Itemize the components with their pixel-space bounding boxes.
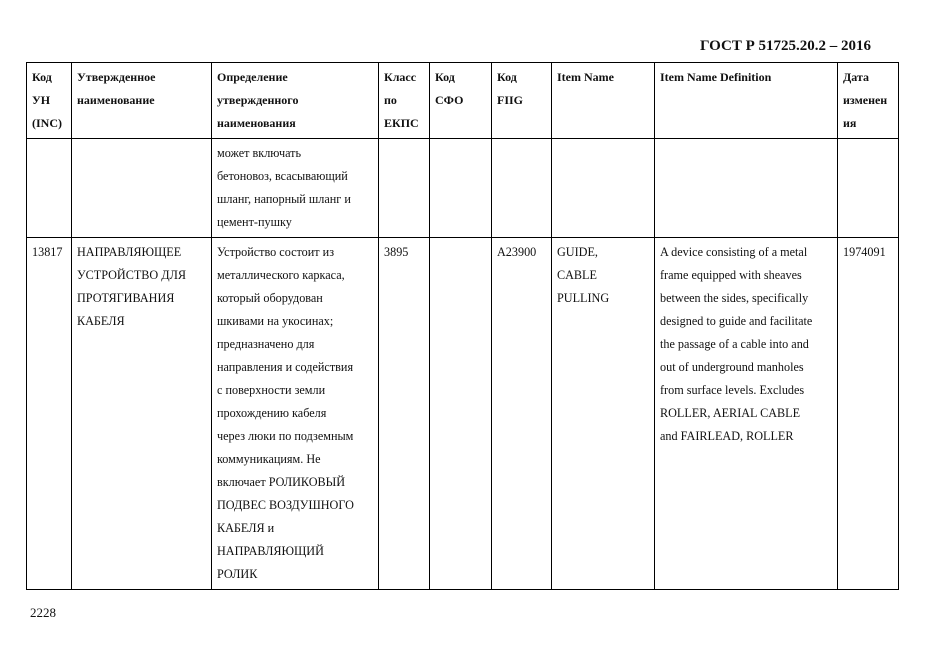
cell-empty xyxy=(552,139,655,238)
header-class-ekps: Класс по ЕКПС xyxy=(379,63,430,139)
header-approved-name: Утвержденное наименование xyxy=(72,63,212,139)
page-number: 2228 xyxy=(30,605,56,620)
cell-empty xyxy=(72,139,212,238)
header-item-name-definition: Item Name Definition xyxy=(655,63,838,139)
cell-definition: Устройство состоит из металлического каркаса, который оборудован шкивами на укосинах; предназначено для направления и содействия с поверхности земли прохождению кабеля через люки по подземным коммуникациям. Не включает РОЛИКОВЫЙ ПОДВЕС ВОЗДУШНОГО КАБЕЛЯ и НАПРАВЛЯЮЩИЙ РОЛИК xyxy=(212,238,379,590)
cell-item-name: GUIDE, CABLE PULLING xyxy=(552,238,655,590)
cell-class-ekps: 3895 xyxy=(379,238,430,590)
header-code-sfo: Код СФО xyxy=(430,63,492,139)
item-name-table xyxy=(26,62,899,590)
table-header-row xyxy=(27,63,899,139)
table-row xyxy=(27,238,899,590)
header-definition: Определение утвержденного наименования xyxy=(212,63,379,139)
header-code-inc: Код УН (INC) xyxy=(27,63,72,139)
table-row-continuation xyxy=(27,139,899,238)
cell-empty xyxy=(379,139,430,238)
cell-code-fiig: A23900 xyxy=(492,238,552,590)
cell-empty xyxy=(492,139,552,238)
document-standard-title: ГОСТ Р 51725.20.2 – 2016 xyxy=(700,38,872,54)
cell-definition-continued: может включать бетоновоз, всасывающий шланг, напорный шланг и цемент-пушку xyxy=(212,139,379,238)
header-code-fiig: Код FIIG xyxy=(492,63,552,139)
cell-approved-name: НАПРАВЛЯЮЩЕЕ УСТРОЙСТВО ДЛЯ ПРОТЯГИВАНИЯ КАБЕЛЯ xyxy=(72,238,212,590)
cell-code-inc: 13817 xyxy=(27,238,72,590)
header-date-changed: Дата изменен ия xyxy=(838,63,899,139)
cell-code-sfo xyxy=(430,238,492,590)
cell-empty xyxy=(655,139,838,238)
cell-empty xyxy=(430,139,492,238)
cell-date-changed: 1974091 xyxy=(838,238,899,590)
cell-item-name-definition: A device consisting of a metal frame equipped with sheaves between the sides, specifically designed to guide and facilitate the passage of a cable into and out of underground manholes from surface levels. Excludes ROLLER, AERIAL CABLE and FAIRLEAD, ROLLER xyxy=(655,238,838,590)
cell-empty xyxy=(27,139,72,238)
header-item-name: Item Name xyxy=(552,63,655,139)
cell-empty xyxy=(838,139,899,238)
